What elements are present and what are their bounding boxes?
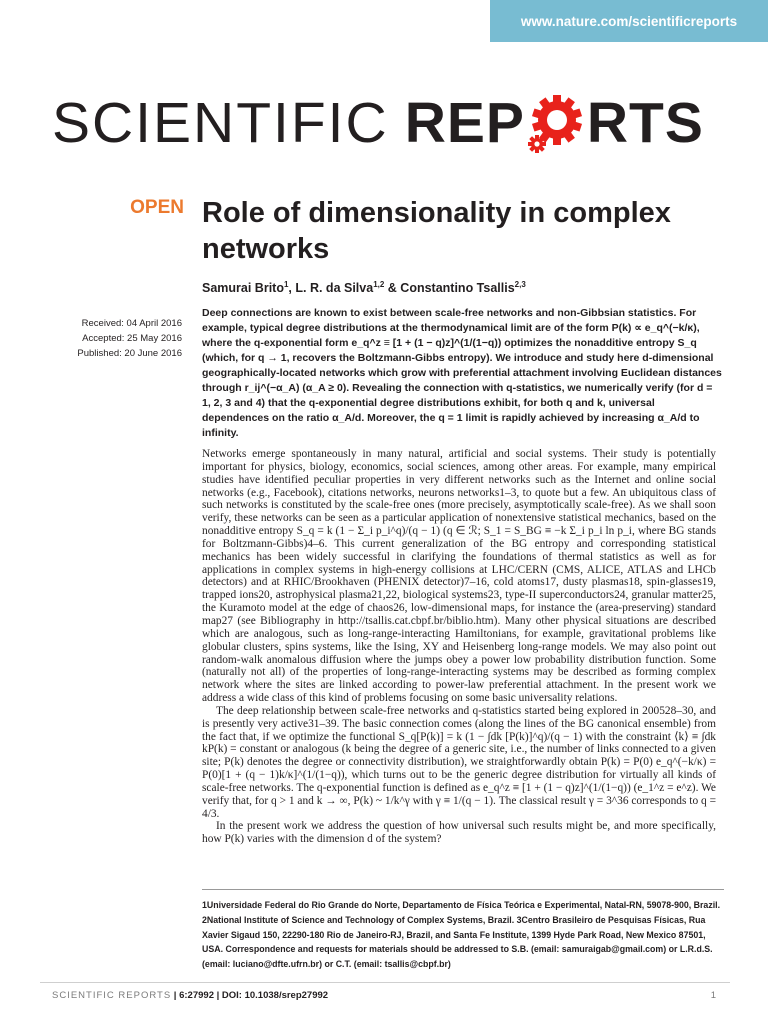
- body-paragraph: The deep relationship between scale-free networks and q-statistics started being explored in 200528–30, and is presently very active31–39. The basic connection comes (along the lines of the BG canonical ensemble) from the fact that, if we optimize the functional S_q[P(k)] = k (1 − ∫dk [P(k)]^q)/(q − 1) with the constraint ⟨k⟩ ≡ ∫dk kP(k) = constant or analogous (k being the degree of a generic site, i.e., the number of links connected to a given site; P(k) denotes the degree or connectivity distribution), we straightforwardly obtain P(k) = P(0) e_q^(−k/κ) = P(0)[1 + (q − 1)k/κ]^(1/(1−q)), which turns out to be the generic degree distribution for virtually all kinds of scale-free networks. The q-exponential function is defined as e_q^z ≡ [1 + (1 − q)z]^(1/(1−q)) (e_1^z = e^z). We verify that, for q > 1 and k → ∞, P(k) ~ 1/k^γ with γ ≡ 1/(q − 1). The classical result γ = 3^36 corresponds to q = 4/3.: [202, 704, 716, 820]
- affiliations-divider: [202, 889, 724, 890]
- article-body: [202, 448, 716, 846]
- author-name[interactable]: L. R. da Silva: [295, 281, 374, 296]
- author-separator: &: [384, 281, 401, 296]
- author-list: [202, 280, 722, 295]
- author-affiliation-mark: 1,2: [373, 280, 385, 289]
- open-access-label: OPEN: [130, 197, 184, 218]
- journal-url[interactable]: www.nature.com/scientificreports: [520, 13, 738, 29]
- article-title-line-2: networks: [202, 233, 330, 265]
- footer-citation: [52, 990, 328, 1001]
- received-date: Received: 04 April 2016: [81, 318, 182, 329]
- footer-journal-name: SCIENTIFIC REPORTS: [52, 990, 172, 1001]
- author-separator: ,: [288, 281, 296, 296]
- author-name[interactable]: Constantino Tsallis: [400, 281, 515, 296]
- article-title-line-1: Role of dimensionality in complex: [202, 197, 671, 229]
- published-date: Published: 20 June 2016: [77, 348, 182, 359]
- footer-divider: [40, 982, 730, 983]
- author-affiliation-mark: 1: [283, 280, 289, 289]
- author-affiliation-mark: 2,3: [514, 280, 526, 289]
- gear-logo-icon: [527, 90, 585, 156]
- publication-dates: [40, 316, 182, 361]
- journal-url-banner[interactable]: [490, 0, 768, 42]
- logo-word-scientific: SCIENTIFIC: [52, 91, 389, 155]
- logo-word-rep: REP: [404, 91, 525, 155]
- footer-article-reference[interactable]: | 6:27992 | DOI: 10.1038/srep27992: [171, 990, 329, 1001]
- journal-logo: [52, 86, 732, 160]
- affiliations: 1Universidade Federal do Rio Grande do Norte, Departamento de Física Teórica e Experimental, Natal-RN, 59078-900, Brazil. 2National Institute of Science and Technology of Complex Systems, Brazil. 3Centro Brasileiro de Pesquisas Físicas, Rua Xavier Sigaud 150, 22290-180 Rio de Janeiro-RJ, Brazil, and Santa Fe Institute, 1399 Hyde Park Road, New Mexico 87501, USA. Correspondence and requests for materials should be addressed to S.B. (email: samuraigab@gmail.com) or L.R.d.S. (email: luciano@dfte.ufrn.br) or C.T. (email: tsallis@cbpf.br): [202, 900, 721, 970]
- body-paragraph: In the present work we address the question of how universal such results might be, and more specifically, how P(k) varies with the dimension d of the system?: [202, 820, 716, 846]
- page-number: 1: [710, 990, 716, 1001]
- article-title: [202, 195, 722, 267]
- author-name[interactable]: Samurai Brito: [202, 281, 284, 296]
- logo-word-rts: RTS: [586, 91, 704, 155]
- accepted-date: Accepted: 25 May 2016: [82, 333, 182, 344]
- body-paragraph: Networks emerge spontaneously in many natural, artificial and social systems. Their study is potentially important for physics, biology, economics, social sciences, among other areas. For example, many empirical studies have identified peculiar properties in very different networks such as the Internet and online social networks (e.g., Facebook), citations networks, neurons networks1–3, to quote but a few. An ubiquitous class of such networks is constituted by the scale-free ones (more precisely, asymptotically scale-free). As we shall soon verify, these networks can be seen as a particular application of nonextensive statistical mechanics, based on the nonadditive entropy S_q = k (1 − Σ_i p_i^q)/(q − 1) (q ∈ ℛ; S_1 = S_BG ≡ −k Σ_i p_i ln p_i, where BG stands for Boltzmann-Gibbs)4–6. This current generalization of the BG entropy and corresponding statistical mechanics has been widely successful in clarifying the foundations of thermal statistics as well as for applications in complex systems in high-energy collisions at LHC/CERN (CMS, ALICE, ATLAS and LHCb detectors) and at RHIC/Brookhaven (PHENIX detector)7–16, cold atoms17, dusty plasmas18, spin-glasses19, trapped ions20, astrophysical plasma21,22, biological systems23, type-II superconductors24, granular matter25, the Kuramoto model at the edge of chaos26, low-dimensional maps, for instance the (area-preserving) standard map27 (see Bibliography in http://tsallis.cat.cbpf.br/biblio.htm). Many other physical situations are described which are analogous, such as long-range-interacting Hamiltonians, for example, gravitational problems like globular clusters, spins systems, like the Ising, XY and Heisenberg long-range models. We may also point out random-walk anomalous diffusion where the jumps obey a power low probability distribution function. Some (naturally not all) of the properties of long-range-interacting systems may be described as forming complex network where the sites are linked according to power-law preferential attachment. In the present work we address a wide class of this kind of problems focusing on some basic universality relations.: [202, 448, 716, 705]
- abstract: Deep connections are known to exist between scale-free networks and non-Gibbsian statistics. For example, typical degree distributions at the thermodynamical limit are of the form P(k) ∝ e_q^(−k/κ), where the q-exponential form e_q^z ≡ [1 + (1 − q)z]^(1/(1−q)) optimizes the nonadditive entropy S_q (which, for q → 1, recovers the Boltzmann-Gibbs entropy). We introduce and study here d-dimensional geographically-located networks which grow with preferential attachment involving Euclidean distances through r_ij^(−α_A) (α_A ≥ 0). Revealing the connection with q-statistics, we numerically verify (for d = 1, 2, 3 and 4) that the q-exponential degree distributions exhibit, for both q and k, universal dependences on the ratio α_A/d. Moreover, the q = 1 limit is rapidly achieved by increasing α_A/d to infinity.: [202, 307, 722, 439]
